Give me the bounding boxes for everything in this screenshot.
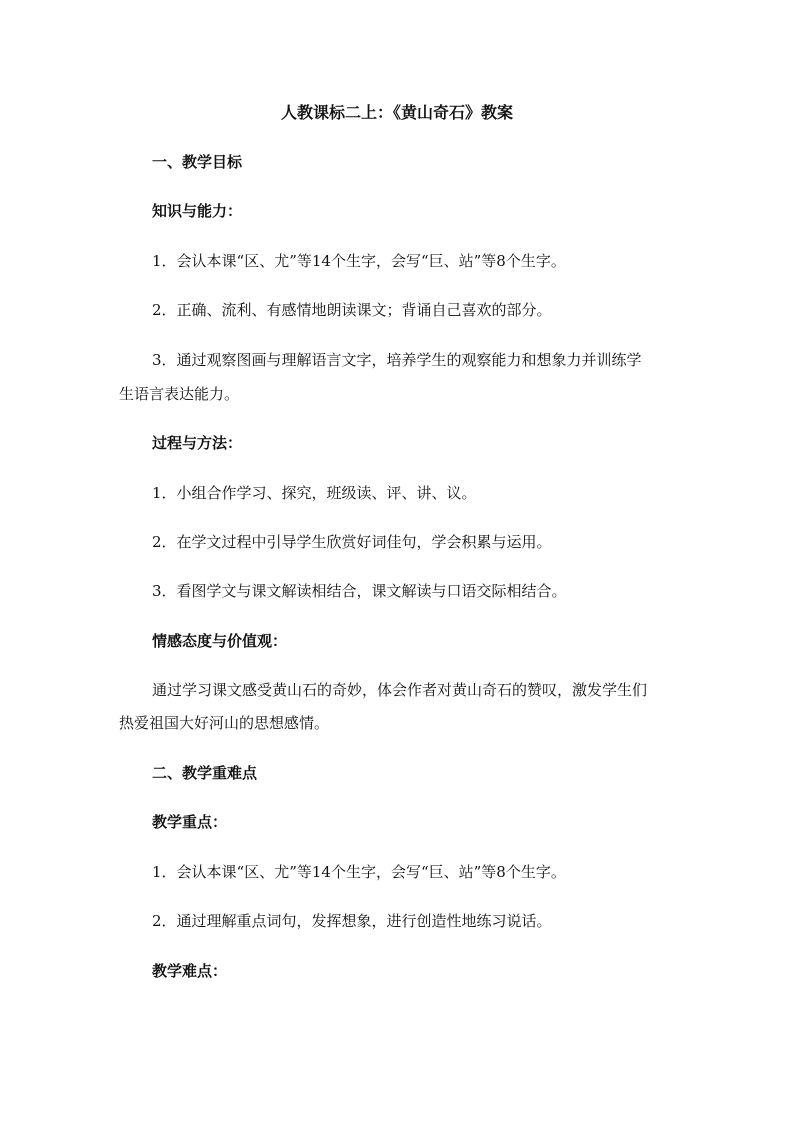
process-item-3: 3．看图学文与课文解读相结合，课文解读与口语交际相结合。	[152, 582, 567, 600]
process-item-2: 2．在学文过程中引导学生欣赏好词佳句，学会积累与运用。	[152, 533, 552, 551]
subheading-process: 过程与方法：	[152, 434, 243, 452]
knowledge-item-2: 2．正确、流利、有感情地朗读课文；背诵自己喜欢的部分。	[152, 301, 552, 319]
subheading-emotion: 情感态度与价值观：	[152, 632, 288, 650]
knowledge-item-1: 1．会认本课“区、尤”等14个生字，会写“巨、站”等8个生字。	[152, 252, 566, 270]
knowledge-item-3: 3．通过观察图画与理解语言文字，培养学生的观察能力和想象力并训练学	[152, 351, 642, 369]
emotion-paragraph-line-2: 热爱祖国大好河山的思想感情。	[119, 714, 330, 732]
key-item-2: 2．通过理解重点词句，发挥想象，进行创造性地练习说话。	[152, 912, 552, 930]
subheading-key: 教学重点：	[152, 813, 228, 831]
subheading-knowledge: 知识与能力：	[152, 202, 243, 220]
document-title: 人教课标二上：《黄山奇石》教案	[280, 103, 513, 122]
section-heading-objectives: 一、教学目标	[152, 153, 243, 171]
process-item-1: 1．小组合作学习、探究，班级读、评、讲、议。	[152, 484, 477, 502]
key-item-1: 1．会认本课“区、尤”等14个生字，会写“巨、站”等8个生字。	[152, 863, 566, 881]
knowledge-item-3-continued: 生语言表达能力。	[119, 385, 240, 403]
subheading-difficult: 教学难点：	[152, 962, 228, 980]
section-heading-key-points: 二、教学重难点	[152, 764, 258, 782]
emotion-paragraph-line-1: 通过学习课文感受黄山石的奇妙，体会作者对黄山奇石的赞叹，激发学生们	[152, 681, 648, 699]
